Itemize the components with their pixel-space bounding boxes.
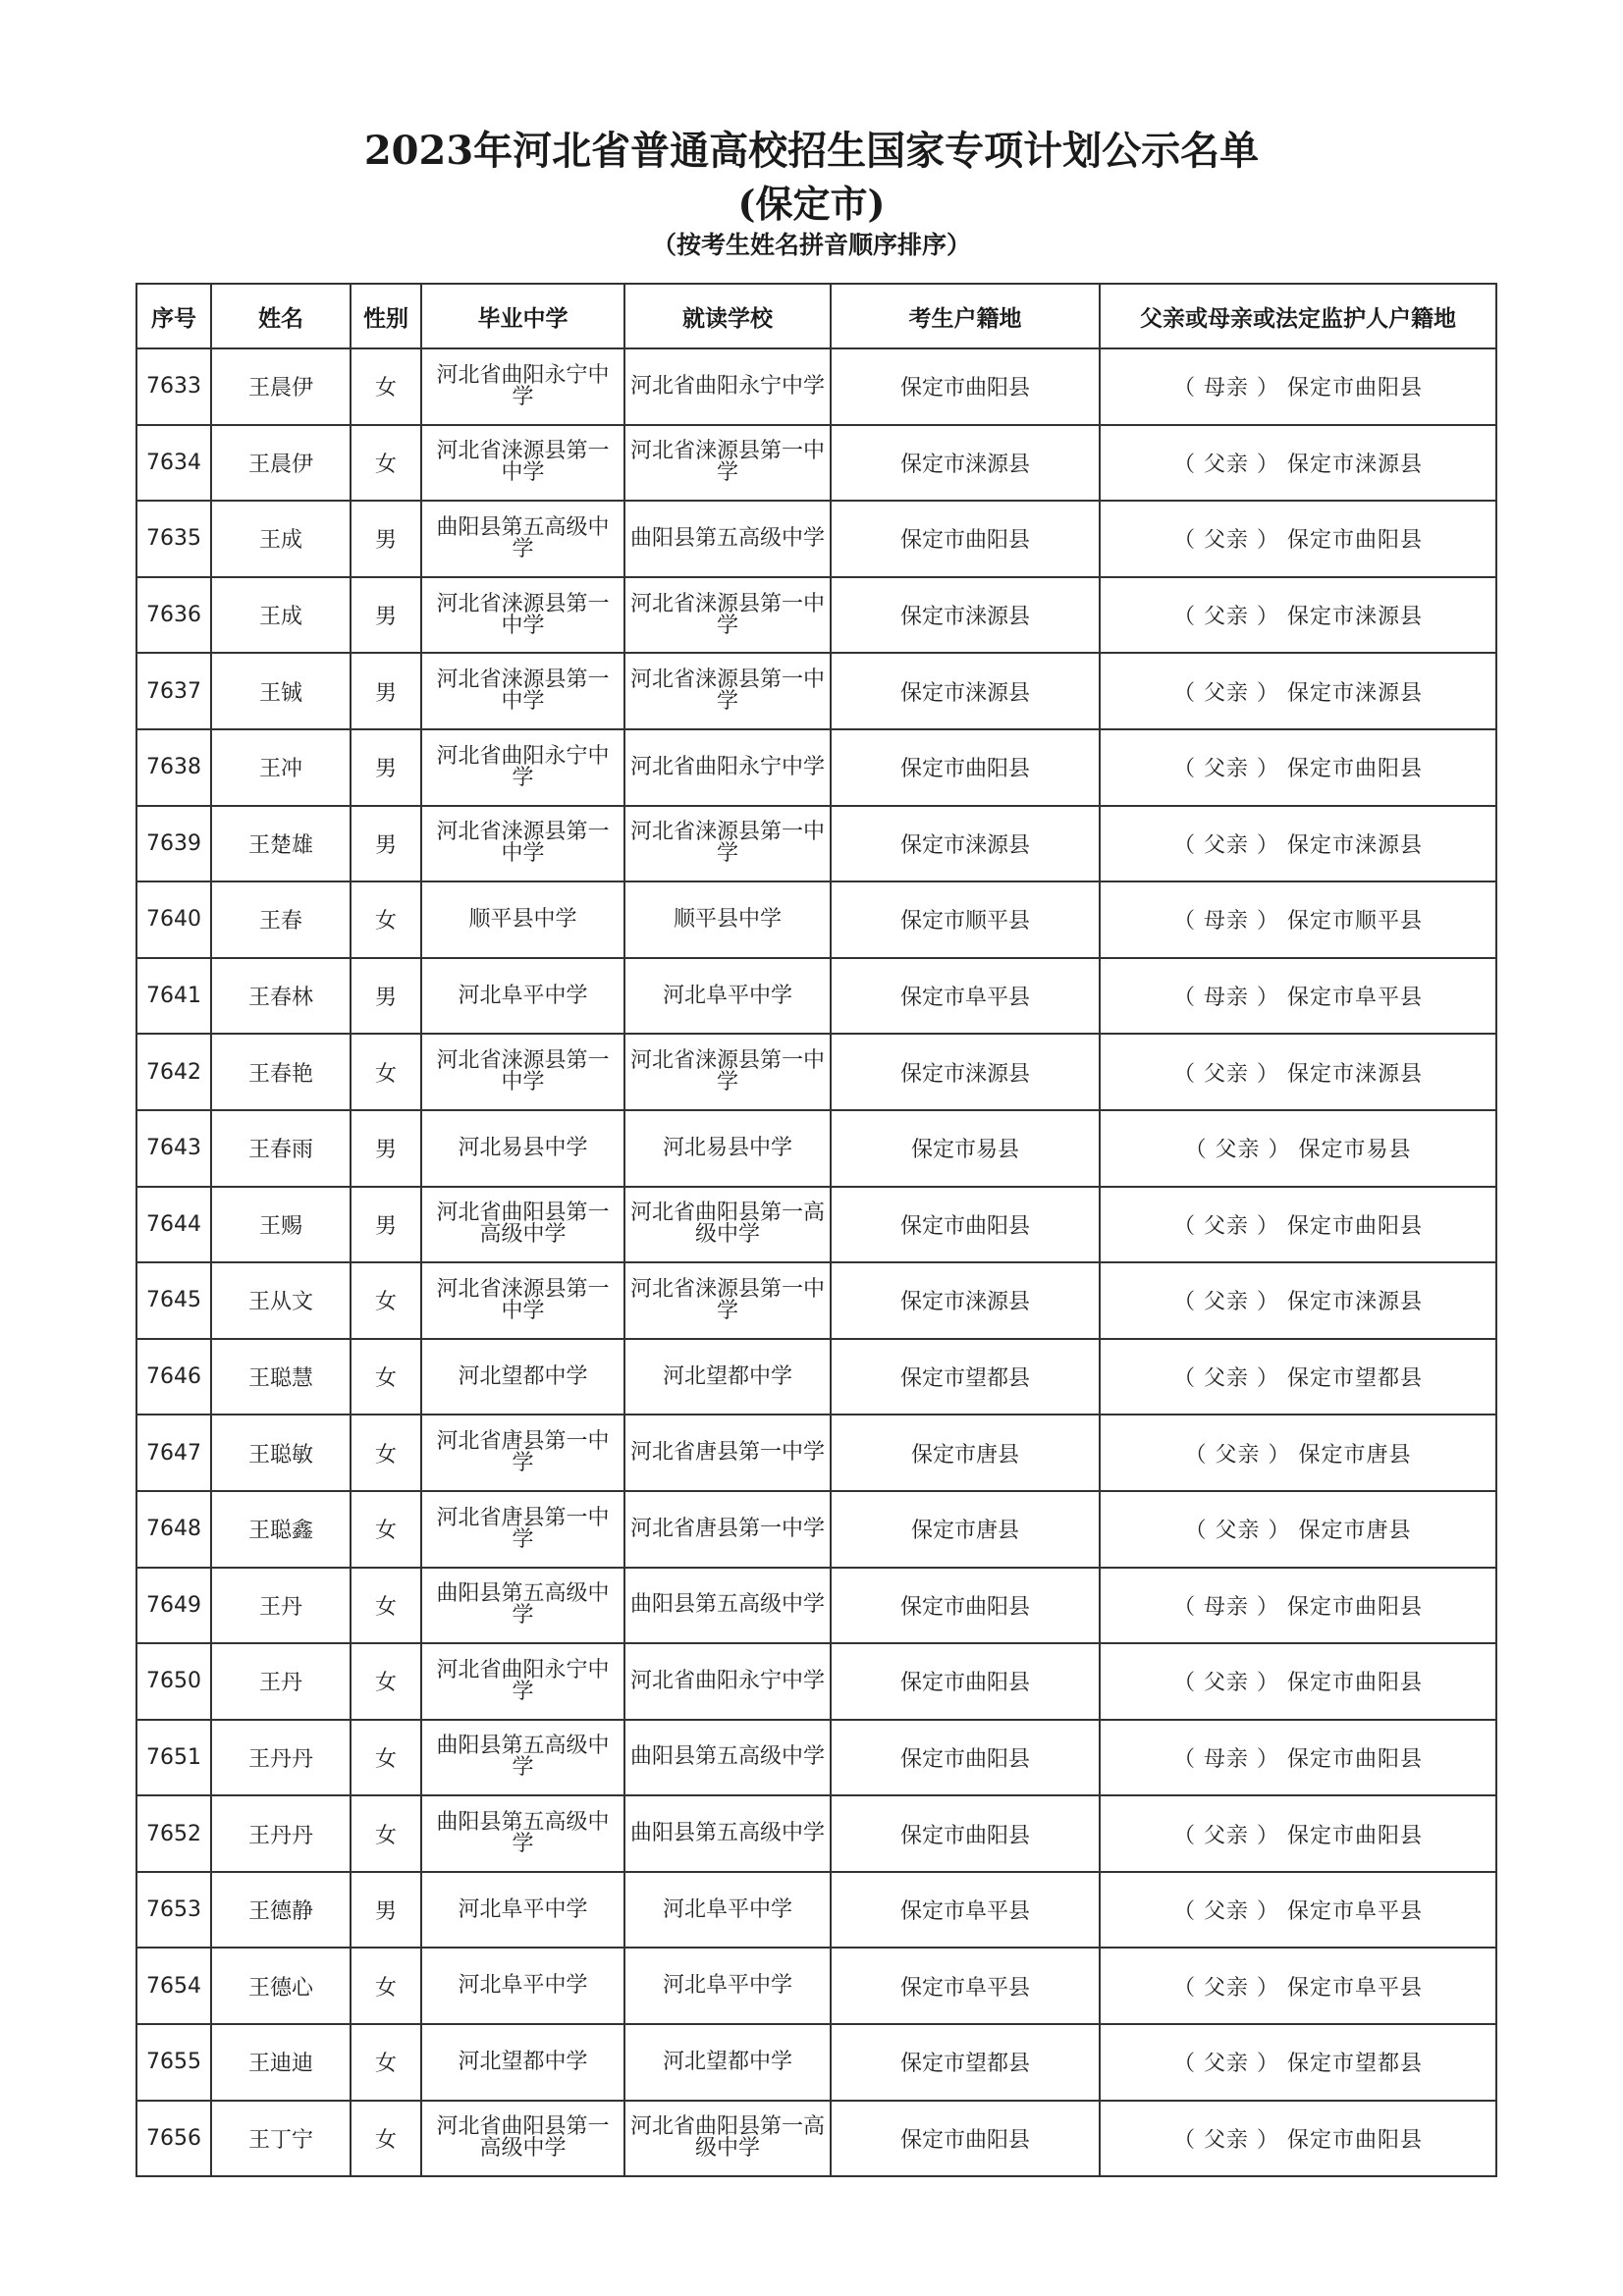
cell-seq: 7656 [136,2101,211,2177]
cell-gender: 女 [351,1643,421,1720]
table-row [136,577,1496,654]
cell-name: 王楚雄 [211,806,351,882]
cell-seq: 7648 [136,1491,211,1568]
cell-seq: 7639 [136,806,211,882]
header-gender: 性别 [351,284,421,348]
cell-current-school: 曲阳县第五高级中学 [624,1720,831,1796]
cell-student-domicile: 保定市涞源县 [831,806,1100,882]
cell-guardian-domicile: （ 父亲 ） 保定市曲阳县 [1100,1643,1496,1720]
cell-gender: 男 [351,806,421,882]
table-row [136,1187,1496,1263]
cell-name: 王德心 [211,1948,351,2024]
table-row [136,881,1496,958]
cell-guardian-domicile: （ 父亲 ） 保定市望都县 [1100,2024,1496,2101]
cell-student-domicile: 保定市望都县 [831,2024,1100,2101]
cell-seq: 7652 [136,1795,211,1872]
cell-gender: 男 [351,958,421,1035]
cell-student-domicile: 保定市曲阳县 [831,1720,1100,1796]
cell-student-domicile: 保定市望都县 [831,1339,1100,1415]
cell-graduation-school: 河北省曲阳县第一高级中学 [421,1187,624,1263]
header-name: 姓名 [211,284,351,348]
cell-seq: 7640 [136,881,211,958]
table-row [136,729,1496,806]
cell-seq: 7638 [136,729,211,806]
cell-student-domicile: 保定市涞源县 [831,653,1100,729]
cell-guardian-domicile: （ 父亲 ） 保定市涞源县 [1100,1262,1496,1339]
table-row [136,1795,1496,1872]
cell-gender: 女 [351,1795,421,1872]
cell-current-school: 河北省唐县第一中学 [624,1415,831,1491]
cell-graduation-school: 河北易县中学 [421,1110,624,1187]
cell-gender: 女 [351,1262,421,1339]
cell-guardian-domicile: （ 母亲 ） 保定市曲阳县 [1100,348,1496,425]
cell-gender: 女 [351,1568,421,1644]
cell-current-school: 河北阜平中学 [624,1948,831,2024]
cell-graduation-school: 河北省涞源县第一中学 [421,1262,624,1339]
cell-current-school: 河北省涞源县第一中学 [624,1034,831,1110]
cell-guardian-domicile: （ 父亲 ） 保定市涞源县 [1100,653,1496,729]
cell-guardian-domicile: （ 父亲 ） 保定市望都县 [1100,1339,1496,1415]
cell-seq: 7634 [136,425,211,502]
table-header-row [136,284,1496,348]
cell-student-domicile: 保定市曲阳县 [831,1568,1100,1644]
cell-seq: 7644 [136,1187,211,1263]
cell-current-school: 河北阜平中学 [624,1872,831,1949]
cell-gender: 男 [351,1187,421,1263]
cell-name: 王赐 [211,1187,351,1263]
cell-current-school: 河北省唐县第一中学 [624,1491,831,1568]
table-row [136,1872,1496,1949]
table-row [136,1262,1496,1339]
cell-gender: 女 [351,2024,421,2101]
cell-name: 王丹 [211,1643,351,1720]
cell-gender: 男 [351,653,421,729]
admission-roster-table [135,283,1497,2177]
document-title: 2023年河北省普通高校招生国家专项计划公示名单 [363,128,1260,174]
cell-guardian-domicile: （ 父亲 ） 保定市曲阳县 [1100,1795,1496,1872]
table-row [136,501,1496,577]
cell-guardian-domicile: （ 父亲 ） 保定市涞源县 [1100,425,1496,502]
cell-student-domicile: 保定市曲阳县 [831,729,1100,806]
cell-current-school: 河北易县中学 [624,1110,831,1187]
table-row [136,1034,1496,1110]
cell-name: 王春 [211,881,351,958]
header-student-domicile: 考生户籍地 [831,284,1100,348]
cell-current-school: 河北望都中学 [624,2024,831,2101]
cell-graduation-school: 河北阜平中学 [421,1948,624,2024]
cell-student-domicile: 保定市涞源县 [831,425,1100,502]
cell-guardian-domicile: （ 父亲 ） 保定市涞源县 [1100,806,1496,882]
cell-seq: 7633 [136,348,211,425]
header-guardian-domicile: 父亲或母亲或法定监护人户籍地 [1100,284,1496,348]
cell-guardian-domicile: （ 父亲 ） 保定市易县 [1100,1110,1496,1187]
cell-graduation-school: 河北省唐县第一中学 [421,1491,624,1568]
cell-seq: 7642 [136,1034,211,1110]
cell-graduation-school: 河北省曲阳永宁中学 [421,348,624,425]
cell-gender: 女 [351,1034,421,1110]
cell-gender: 男 [351,1872,421,1949]
cell-name: 王从文 [211,1262,351,1339]
cell-current-school: 河北省涞源县第一中学 [624,577,831,654]
cell-name: 王丹丹 [211,1795,351,1872]
cell-name: 王丹 [211,1568,351,1644]
cell-current-school: 曲阳县第五高级中学 [624,1568,831,1644]
header-current-school: 就读学校 [624,284,831,348]
cell-guardian-domicile: （ 母亲 ） 保定市阜平县 [1100,958,1496,1035]
cell-seq: 7655 [136,2024,211,2101]
header-graduation-school: 毕业中学 [421,284,624,348]
sort-note: （按考生姓名拼音顺序排序） [651,231,971,259]
cell-gender: 男 [351,577,421,654]
cell-student-domicile: 保定市涞源县 [831,1262,1100,1339]
cell-seq: 7637 [136,653,211,729]
cell-name: 王丁宁 [211,2101,351,2177]
cell-seq: 7635 [136,501,211,577]
cell-name: 王聪慧 [211,1339,351,1415]
cell-current-school: 河北阜平中学 [624,958,831,1035]
cell-student-domicile: 保定市涞源县 [831,1034,1100,1110]
cell-name: 王迪迪 [211,2024,351,2101]
cell-graduation-school: 河北望都中学 [421,1339,624,1415]
cell-student-domicile: 保定市曲阳县 [831,1643,1100,1720]
cell-gender: 女 [351,1339,421,1415]
table-row [136,653,1496,729]
cell-guardian-domicile: （ 父亲 ） 保定市曲阳县 [1100,729,1496,806]
cell-gender: 男 [351,1110,421,1187]
cell-graduation-school: 河北省曲阳永宁中学 [421,1643,624,1720]
cell-gender: 女 [351,2101,421,2177]
cell-graduation-school: 河北省曲阳县第一高级中学 [421,2101,624,2177]
cell-gender: 男 [351,501,421,577]
cell-graduation-school: 河北阜平中学 [421,958,624,1035]
cell-name: 王春艳 [211,1034,351,1110]
cell-name: 王聪鑫 [211,1491,351,1568]
table-row [136,1568,1496,1644]
table-row [136,1643,1496,1720]
cell-seq: 7636 [136,577,211,654]
cell-guardian-domicile: （ 母亲 ） 保定市曲阳县 [1100,1720,1496,1796]
cell-gender: 男 [351,729,421,806]
table-body [136,348,1496,2176]
cell-guardian-domicile: （ 父亲 ） 保定市涞源县 [1100,1034,1496,1110]
cell-gender: 女 [351,425,421,502]
cell-seq: 7650 [136,1643,211,1720]
cell-name: 王晨伊 [211,348,351,425]
cell-gender: 女 [351,1720,421,1796]
table-row [136,1948,1496,2024]
cell-current-school: 顺平县中学 [624,881,831,958]
cell-name: 王成 [211,577,351,654]
cell-student-domicile: 保定市涞源县 [831,577,1100,654]
cell-seq: 7641 [136,958,211,1035]
cell-name: 王冲 [211,729,351,806]
cell-name: 王成 [211,501,351,577]
cell-graduation-school: 河北省涞源县第一中学 [421,425,624,502]
table-row [136,958,1496,1035]
cell-seq: 7649 [136,1568,211,1644]
cell-current-school: 河北省涞源县第一中学 [624,806,831,882]
table-row [136,2101,1496,2177]
cell-graduation-school: 河北省唐县第一中学 [421,1415,624,1491]
cell-graduation-school: 顺平县中学 [421,881,624,958]
cell-student-domicile: 保定市唐县 [831,1491,1100,1568]
cell-graduation-school: 河北省曲阳永宁中学 [421,729,624,806]
table-row [136,1110,1496,1187]
cell-gender: 女 [351,348,421,425]
cell-student-domicile: 保定市曲阳县 [831,348,1100,425]
cell-current-school: 河北省曲阳永宁中学 [624,1643,831,1720]
cell-current-school: 河北省涞源县第一中学 [624,425,831,502]
cell-student-domicile: 保定市曲阳县 [831,1795,1100,1872]
cell-graduation-school: 曲阳县第五高级中学 [421,501,624,577]
cell-guardian-domicile: （ 父亲 ） 保定市唐县 [1100,1415,1496,1491]
cell-guardian-domicile: （ 父亲 ） 保定市曲阳县 [1100,1187,1496,1263]
cell-student-domicile: 保定市曲阳县 [831,1187,1100,1263]
cell-current-school: 河北省涞源县第一中学 [624,1262,831,1339]
cell-gender: 女 [351,1415,421,1491]
cell-graduation-school: 河北省涞源县第一中学 [421,577,624,654]
table-row [136,1720,1496,1796]
cell-student-domicile: 保定市易县 [831,1110,1100,1187]
cell-gender: 女 [351,881,421,958]
table-row [136,348,1496,425]
cell-graduation-school: 曲阳县第五高级中学 [421,1568,624,1644]
cell-graduation-school: 河北省涞源县第一中学 [421,1034,624,1110]
table-row [136,1491,1496,1568]
cell-name: 王聪敏 [211,1415,351,1491]
cell-current-school: 河北省曲阳永宁中学 [624,348,831,425]
cell-seq: 7647 [136,1415,211,1491]
cell-seq: 7654 [136,1948,211,2024]
table-row [136,1339,1496,1415]
cell-current-school: 河北省涞源县第一中学 [624,653,831,729]
cell-guardian-domicile: （ 父亲 ） 保定市涞源县 [1100,577,1496,654]
cell-guardian-domicile: （ 母亲 ） 保定市曲阳县 [1100,1568,1496,1644]
cell-seq: 7651 [136,1720,211,1796]
cell-graduation-school: 河北省涞源县第一中学 [421,806,624,882]
cell-guardian-domicile: （ 父亲 ） 保定市曲阳县 [1100,2101,1496,2177]
cell-current-school: 河北省曲阳永宁中学 [624,729,831,806]
cell-guardian-domicile: （ 父亲 ） 保定市阜平县 [1100,1872,1496,1949]
cell-graduation-school: 河北望都中学 [421,2024,624,2101]
cell-student-domicile: 保定市阜平县 [831,1948,1100,2024]
document-subtitle: (保定市) [737,182,886,226]
cell-seq: 7653 [136,1872,211,1949]
cell-student-domicile: 保定市唐县 [831,1415,1100,1491]
cell-name: 王德静 [211,1872,351,1949]
cell-name: 王春雨 [211,1110,351,1187]
table-row [136,806,1496,882]
table-row [136,425,1496,502]
table-row [136,2024,1496,2101]
cell-guardian-domicile: （ 父亲 ） 保定市曲阳县 [1100,501,1496,577]
cell-student-domicile: 保定市曲阳县 [831,2101,1100,2177]
cell-current-school: 曲阳县第五高级中学 [624,501,831,577]
cell-guardian-domicile: （ 父亲 ） 保定市阜平县 [1100,1948,1496,2024]
cell-current-school: 河北省曲阳县第一高级中学 [624,2101,831,2177]
cell-graduation-school: 河北省涞源县第一中学 [421,653,624,729]
cell-graduation-school: 曲阳县第五高级中学 [421,1795,624,1872]
cell-seq: 7643 [136,1110,211,1187]
cell-graduation-school: 河北阜平中学 [421,1872,624,1949]
cell-current-school: 河北望都中学 [624,1339,831,1415]
cell-name: 王丹丹 [211,1720,351,1796]
cell-student-domicile: 保定市阜平县 [831,1872,1100,1949]
cell-seq: 7646 [136,1339,211,1415]
cell-name: 王铖 [211,653,351,729]
cell-guardian-domicile: （ 父亲 ） 保定市唐县 [1100,1491,1496,1568]
header-seq: 序号 [136,284,211,348]
cell-student-domicile: 保定市曲阳县 [831,501,1100,577]
cell-gender: 女 [351,1948,421,2024]
cell-graduation-school: 曲阳县第五高级中学 [421,1720,624,1796]
cell-name: 王春林 [211,958,351,1035]
cell-student-domicile: 保定市顺平县 [831,881,1100,958]
table-row [136,1415,1496,1491]
cell-seq: 7645 [136,1262,211,1339]
cell-current-school: 曲阳县第五高级中学 [624,1795,831,1872]
cell-name: 王晨伊 [211,425,351,502]
cell-gender: 女 [351,1491,421,1568]
cell-guardian-domicile: （ 母亲 ） 保定市顺平县 [1100,881,1496,958]
cell-current-school: 河北省曲阳县第一高级中学 [624,1187,831,1263]
cell-student-domicile: 保定市阜平县 [831,958,1100,1035]
